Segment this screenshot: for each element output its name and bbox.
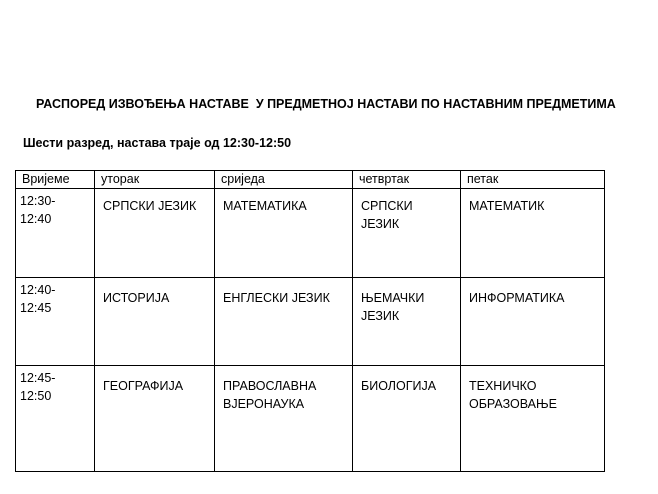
time-cell: 12:40- 12:45 [16,278,95,366]
subject-cell [215,366,353,472]
subject-cell [95,366,215,472]
subject-cell [461,366,605,472]
subject-cell [353,366,461,472]
table-row [16,366,605,472]
schedule-table [15,170,605,472]
subject-text: СРПСКИ ЈЕЗИК [361,199,413,231]
header-time: Вријеме [16,171,95,189]
document-subtitle: Шести разред, настава траје од 12:30-12:50 [23,136,292,150]
header-wednesday: сриједа [215,171,353,189]
subject-cell [353,278,461,366]
subject-text: СРПСКИ ЈЕЗИК [103,199,197,213]
table-header-row [16,171,605,189]
subject-cell [215,189,353,278]
subject-text: ТЕХНИЧКО ОБРАЗОВАЊЕ [469,379,557,411]
header-thursday: четвртак [353,171,461,189]
subject-cell [95,189,215,278]
subject-text: ЕНГЛЕСКИ ЈЕЗИК [223,291,330,305]
subject-text: ЊЕМАЧКИ ЈЕЗИК [361,291,425,323]
subject-cell [461,189,605,278]
subject-cell [95,278,215,366]
table-row [16,189,605,278]
subject-text: МАТЕМАТИК [469,199,545,213]
time-cell: 12:45- 12:50 [16,366,95,472]
time-cell: 12:30- 12:40 [16,189,95,278]
subject-cell [353,189,461,278]
subject-text: МАТЕМАТИКА [223,199,307,213]
subject-cell [215,278,353,366]
header-tuesday: уторак [95,171,215,189]
table-row [16,278,605,366]
subject-cell [461,278,605,366]
subject-text: ГЕОГРАФИЈА [103,379,184,393]
subject-text: БИОЛОГИЈА [361,379,437,393]
subject-text: ПРАВОСЛАВНА ВЈЕРОНАУКА [223,379,317,411]
subject-text: ИСТОРИЈА [103,291,170,305]
subject-text: ИНФОРМАТИКА [469,291,565,305]
document-title: РАСПОРЕД ИЗВОЂЕЊА НАСТАВЕ У ПРЕДМЕТНОЈ НАСТАВИ ПО НАСТАВНИМ ПРЕДМЕТИМА [36,97,616,111]
header-friday: петак [461,171,605,189]
